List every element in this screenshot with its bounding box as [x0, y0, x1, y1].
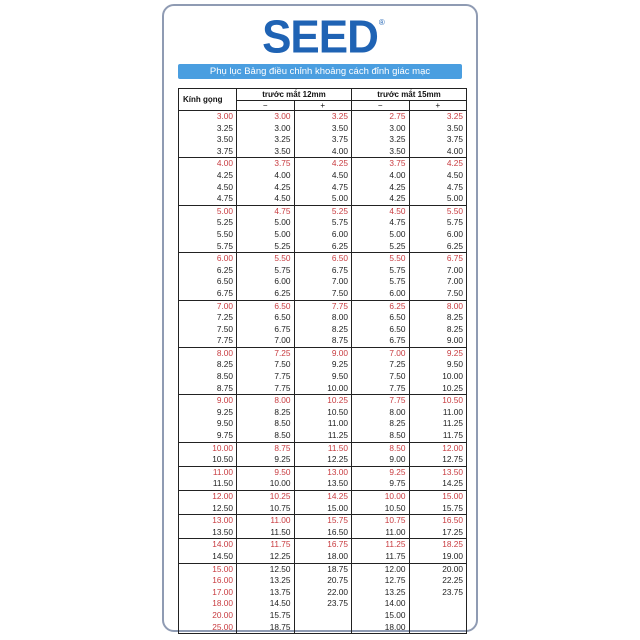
- table-cell: 6.75: [352, 335, 410, 347]
- table-cell: 9.00: [409, 335, 467, 347]
- table-row: [179, 193, 467, 205]
- table-cell: 3.00: [352, 123, 410, 135]
- table-cell: 7.00: [352, 347, 410, 359]
- table-cell: 4.25: [294, 158, 352, 170]
- table-cell: 4.00: [294, 146, 352, 158]
- table-row: [179, 539, 467, 551]
- table-cell: 6.00: [294, 229, 352, 241]
- table-cell: 20.00: [179, 610, 237, 622]
- table-cell: 12.00: [179, 491, 237, 503]
- table-cell: 6.50: [179, 276, 237, 288]
- table-cell: 4.75: [352, 217, 410, 229]
- table-row: [179, 527, 467, 539]
- table-cell: 7.75: [237, 383, 295, 395]
- table-cell: 7.25: [352, 359, 410, 371]
- table-cell: 7.75: [237, 371, 295, 383]
- table-cell: 14.25: [409, 478, 467, 490]
- table-cell: 5.75: [179, 241, 237, 253]
- table-cell: [409, 598, 467, 610]
- table-cell: 7.75: [179, 335, 237, 347]
- table-cell: 4.50: [352, 205, 410, 217]
- table-cell: 7.75: [352, 395, 410, 407]
- table-row: [179, 134, 467, 146]
- table-cell: 6.25: [179, 265, 237, 277]
- table-cell: 10.75: [237, 503, 295, 515]
- table-cell: 10.00: [294, 383, 352, 395]
- table-cell: 6.50: [237, 312, 295, 324]
- table-cell: 9.25: [352, 466, 410, 478]
- table-cell: 14.50: [179, 551, 237, 563]
- table-cell: 15.75: [237, 610, 295, 622]
- table-cell: 4.25: [409, 158, 467, 170]
- table-cell: 3.25: [294, 111, 352, 123]
- table-cell: 9.75: [179, 430, 237, 442]
- table-cell: 16.50: [294, 527, 352, 539]
- table-cell: 9.50: [409, 359, 467, 371]
- table-row: [179, 300, 467, 312]
- table-cell: 6.25: [294, 241, 352, 253]
- table-cell: 13.50: [409, 466, 467, 478]
- table-cell: 4.00: [352, 170, 410, 182]
- table-row: [179, 551, 467, 563]
- table-cell: 19.00: [409, 551, 467, 563]
- table-cell: 8.50: [237, 418, 295, 430]
- table-cell: 10.50: [352, 503, 410, 515]
- table-row: [179, 418, 467, 430]
- table-cell: 10.25: [294, 395, 352, 407]
- table-cell: 3.25: [409, 111, 467, 123]
- table-cell: 6.75: [237, 324, 295, 336]
- table-cell: 4.50: [409, 170, 467, 182]
- table-cell: 11.25: [294, 430, 352, 442]
- table-row: [179, 491, 467, 503]
- table-row: [179, 123, 467, 135]
- table-cell: 16.75: [294, 539, 352, 551]
- table-cell: 10.00: [179, 442, 237, 454]
- table-row: [179, 383, 467, 395]
- table-row: [179, 205, 467, 217]
- table-cell: 7.75: [294, 300, 352, 312]
- table-cell: 13.25: [352, 587, 410, 599]
- table-cell: 8.25: [409, 324, 467, 336]
- logo-text: SEED: [262, 11, 378, 64]
- table-row: [179, 241, 467, 253]
- table-cell: 7.00: [294, 276, 352, 288]
- table-cell: 5.25: [352, 241, 410, 253]
- table-cell: 4.25: [352, 193, 410, 205]
- table-cell: 4.00: [179, 158, 237, 170]
- table-cell: 7.00: [179, 300, 237, 312]
- table-cell: 8.00: [179, 347, 237, 359]
- table-cell: 9.50: [179, 418, 237, 430]
- table-cell: 9.25: [179, 407, 237, 419]
- table-cell: 17.00: [179, 587, 237, 599]
- table-cell: 3.50: [352, 146, 410, 158]
- table-cell: 8.25: [237, 407, 295, 419]
- table-cell: 8.25: [352, 418, 410, 430]
- table-cell: 15.75: [409, 503, 467, 515]
- table-cell: 9.75: [352, 478, 410, 490]
- table-cell: 6.50: [352, 312, 410, 324]
- table-cell: 5.75: [294, 217, 352, 229]
- table-cell: 5.00: [179, 205, 237, 217]
- table-cell: 15.00: [294, 503, 352, 515]
- table-cell: 11.75: [409, 430, 467, 442]
- table-cell: 10.50: [179, 454, 237, 466]
- table-cell: 6.25: [352, 300, 410, 312]
- table-cell: 7.50: [179, 324, 237, 336]
- table-cell: 10.00: [409, 371, 467, 383]
- table-cell: 5.75: [237, 265, 295, 277]
- table-row: [179, 515, 467, 527]
- table-row: [179, 622, 467, 634]
- table-cell: 11.50: [294, 442, 352, 454]
- table-cell: 3.00: [237, 123, 295, 135]
- table-cell: 8.25: [179, 359, 237, 371]
- table-cell: 9.50: [237, 466, 295, 478]
- table-cell: 3.75: [294, 134, 352, 146]
- table-cell: 7.25: [179, 312, 237, 324]
- table-cell: 5.50: [237, 253, 295, 265]
- table-cell: 3.00: [179, 111, 237, 123]
- table-cell: 11.00: [352, 527, 410, 539]
- table-cell: 8.75: [179, 383, 237, 395]
- table-cell: 13.00: [179, 515, 237, 527]
- table-cell: 13.00: [294, 466, 352, 478]
- table-cell: 14.50: [237, 598, 295, 610]
- table-row: [179, 478, 467, 490]
- table-cell: 10.00: [237, 478, 295, 490]
- table-cell: 25.00: [179, 622, 237, 634]
- table-cell: 3.25: [179, 123, 237, 135]
- table-cell: 15.00: [352, 610, 410, 622]
- table-cell: 7.25: [237, 347, 295, 359]
- table-cell: 10.00: [352, 491, 410, 503]
- table-cell: 12.00: [352, 563, 410, 575]
- table-cell: 16.50: [409, 515, 467, 527]
- table-cell: 11.25: [409, 418, 467, 430]
- table-cell: 3.25: [352, 134, 410, 146]
- table-cell: 12.75: [352, 575, 410, 587]
- table-cell: 18.25: [409, 539, 467, 551]
- table-cell: 22.25: [409, 575, 467, 587]
- table-cell: 14.00: [179, 539, 237, 551]
- table-cell: 6.75: [294, 265, 352, 277]
- table-cell: 13.25: [237, 575, 295, 587]
- table-cell: 3.25: [237, 134, 295, 146]
- table-cell: 18.00: [294, 551, 352, 563]
- table-cell: 11.00: [294, 418, 352, 430]
- table-cell: 4.75: [237, 205, 295, 217]
- table-cell: 22.00: [294, 587, 352, 599]
- table-row: [179, 265, 467, 277]
- table-cell: 8.50: [179, 371, 237, 383]
- table-row: [179, 430, 467, 442]
- table-row: [179, 312, 467, 324]
- table-cell: 3.50: [294, 123, 352, 135]
- table-row: [179, 158, 467, 170]
- table-cell: 18.75: [294, 563, 352, 575]
- table-cell: 5.75: [409, 217, 467, 229]
- header-12mm: trước mắt 12mm: [237, 89, 352, 101]
- table-cell: 17.25: [409, 527, 467, 539]
- table-row: [179, 182, 467, 194]
- table-cell: [409, 610, 467, 622]
- table-cell: 7.50: [294, 288, 352, 300]
- table-cell: 3.75: [237, 158, 295, 170]
- table-cell: 8.50: [237, 430, 295, 442]
- table-row: [179, 575, 467, 587]
- table-cell: 4.00: [409, 146, 467, 158]
- registered-mark: ®: [378, 18, 385, 27]
- table-cell: 8.00: [237, 395, 295, 407]
- table-cell: 23.75: [294, 598, 352, 610]
- title-banner: Phụ lục Bảng điều chỉnh khoảng cách đỉnh giác mạc: [178, 64, 462, 79]
- table-cell: 5.25: [294, 205, 352, 217]
- table-cell: 9.25: [237, 454, 295, 466]
- table-row: [179, 454, 467, 466]
- table-cell: 5.00: [237, 229, 295, 241]
- table-cell: 13.50: [294, 478, 352, 490]
- table-cell: 5.00: [237, 217, 295, 229]
- table-cell: 5.75: [352, 265, 410, 277]
- table-cell: 5.50: [179, 229, 237, 241]
- table-cell: 15.75: [294, 515, 352, 527]
- table-cell: 15.00: [409, 491, 467, 503]
- table-cell: 7.50: [409, 288, 467, 300]
- table-row: [179, 170, 467, 182]
- table-cell: 12.75: [409, 454, 467, 466]
- table-cell: 18.00: [179, 598, 237, 610]
- table-cell: 5.50: [409, 205, 467, 217]
- table-cell: 7.00: [409, 276, 467, 288]
- table-row: [179, 563, 467, 575]
- table-cell: 8.00: [352, 407, 410, 419]
- table-row: [179, 610, 467, 622]
- table-cell: 6.00: [409, 229, 467, 241]
- table-cell: 6.00: [352, 288, 410, 300]
- table-cell: 12.00: [409, 442, 467, 454]
- table-cell: 4.00: [237, 170, 295, 182]
- table-row: [179, 395, 467, 407]
- table-cell: 3.50: [409, 123, 467, 135]
- table-cell: 10.75: [352, 515, 410, 527]
- table-cell: 8.00: [409, 300, 467, 312]
- table-cell: 5.00: [294, 193, 352, 205]
- table-cell: 9.25: [294, 359, 352, 371]
- table-cell: 9.00: [352, 454, 410, 466]
- table-cell: 5.00: [352, 229, 410, 241]
- table-cell: 6.00: [179, 253, 237, 265]
- table-cell: 3.75: [179, 146, 237, 158]
- table-cell: 23.75: [409, 587, 467, 599]
- table-cell: 6.25: [237, 288, 295, 300]
- table-cell: [409, 622, 467, 634]
- table-cell: [294, 622, 352, 634]
- table-cell: 9.25: [409, 347, 467, 359]
- table-cell: 6.50: [294, 253, 352, 265]
- table-cell: 12.50: [179, 503, 237, 515]
- table-cell: 7.00: [409, 265, 467, 277]
- table-cell: 4.50: [294, 170, 352, 182]
- table-cell: 8.25: [409, 312, 467, 324]
- table-row: [179, 288, 467, 300]
- table-cell: 4.50: [237, 193, 295, 205]
- table-row: [179, 503, 467, 515]
- table-cell: 7.50: [237, 359, 295, 371]
- table-cell: 5.00: [409, 193, 467, 205]
- table-cell: 11.25: [352, 539, 410, 551]
- table-row: [179, 442, 467, 454]
- table-cell: 3.75: [409, 134, 467, 146]
- table-row: [179, 598, 467, 610]
- table-cell: 5.50: [352, 253, 410, 265]
- table-cell: 11.00: [237, 515, 295, 527]
- table-cell: 5.75: [352, 276, 410, 288]
- table-cell: 8.75: [294, 335, 352, 347]
- header-12mm-plus: +: [294, 101, 352, 111]
- table-cell: 8.00: [294, 312, 352, 324]
- table-row: [179, 229, 467, 241]
- table-row: [179, 324, 467, 336]
- table-cell: [294, 610, 352, 622]
- table-cell: 20.75: [294, 575, 352, 587]
- table-row: [179, 347, 467, 359]
- table-cell: 10.50: [294, 407, 352, 419]
- table-cell: 7.50: [352, 371, 410, 383]
- table-row: [179, 335, 467, 347]
- table-cell: 16.00: [179, 575, 237, 587]
- table-cell: 13.50: [179, 527, 237, 539]
- table-cell: 4.25: [237, 182, 295, 194]
- table-cell: 12.50: [237, 563, 295, 575]
- table-cell: 3.00: [237, 111, 295, 123]
- table-cell: 4.75: [409, 182, 467, 194]
- table-cell: 20.00: [409, 563, 467, 575]
- table-cell: 11.50: [179, 478, 237, 490]
- table-cell: 9.00: [179, 395, 237, 407]
- table-cell: 10.25: [409, 383, 467, 395]
- table-cell: 8.50: [352, 430, 410, 442]
- table-cell: 8.50: [352, 442, 410, 454]
- table-cell: 11.00: [409, 407, 467, 419]
- table-cell: 15.00: [179, 563, 237, 575]
- table-cell: 7.00: [237, 335, 295, 347]
- table-cell: 11.75: [237, 539, 295, 551]
- table-cell: 9.00: [294, 347, 352, 359]
- vertex-distance-table: [178, 88, 467, 634]
- header-kinh-gong: Kính gọng: [179, 89, 237, 111]
- table-cell: 14.00: [352, 598, 410, 610]
- table-cell: 11.75: [352, 551, 410, 563]
- header-15mm-plus: +: [409, 101, 467, 111]
- table-cell: 10.25: [237, 491, 295, 503]
- table-row: [179, 276, 467, 288]
- header-15mm: trước mắt 15mm: [352, 89, 467, 101]
- table-cell: 5.25: [237, 241, 295, 253]
- table-cell: 4.50: [179, 182, 237, 194]
- table-row: [179, 217, 467, 229]
- table-cell: 3.50: [237, 146, 295, 158]
- table-cell: 8.75: [237, 442, 295, 454]
- seed-logo: [164, 11, 476, 64]
- table-cell: 4.75: [179, 193, 237, 205]
- table-cell: 14.25: [294, 491, 352, 503]
- table-cell: 6.50: [237, 300, 295, 312]
- table-row: [179, 407, 467, 419]
- table-row: [179, 146, 467, 158]
- table-cell: 5.25: [179, 217, 237, 229]
- table-cell: 4.75: [294, 182, 352, 194]
- table-cell: 18.75: [237, 622, 295, 634]
- table-row: [179, 253, 467, 265]
- table-cell: 8.25: [294, 324, 352, 336]
- table-row: [179, 587, 467, 599]
- table-cell: 6.75: [179, 288, 237, 300]
- table-row: [179, 466, 467, 478]
- header-12mm-minus: −: [237, 101, 295, 111]
- table-cell: 3.75: [352, 158, 410, 170]
- header-15mm-minus: −: [352, 101, 410, 111]
- correction-card: [162, 4, 478, 632]
- table-row: [179, 359, 467, 371]
- table-cell: 6.50: [352, 324, 410, 336]
- table-cell: 7.75: [352, 383, 410, 395]
- table-cell: 9.50: [294, 371, 352, 383]
- table-cell: 18.00: [352, 622, 410, 634]
- table-body: [179, 111, 467, 634]
- table-cell: 12.25: [294, 454, 352, 466]
- table-cell: 6.25: [409, 241, 467, 253]
- table-cell: 13.75: [237, 587, 295, 599]
- table-cell: 12.25: [237, 551, 295, 563]
- table-row: [179, 111, 467, 123]
- table-cell: 11.50: [237, 527, 295, 539]
- table-cell: 6.00: [237, 276, 295, 288]
- table-cell: 4.25: [352, 182, 410, 194]
- table-cell: 2.75: [352, 111, 410, 123]
- table-cell: 10.50: [409, 395, 467, 407]
- table-cell: 11.00: [179, 466, 237, 478]
- table-row: [179, 371, 467, 383]
- table-cell: 6.75: [409, 253, 467, 265]
- table-cell: 4.25: [179, 170, 237, 182]
- table-cell: 3.50: [179, 134, 237, 146]
